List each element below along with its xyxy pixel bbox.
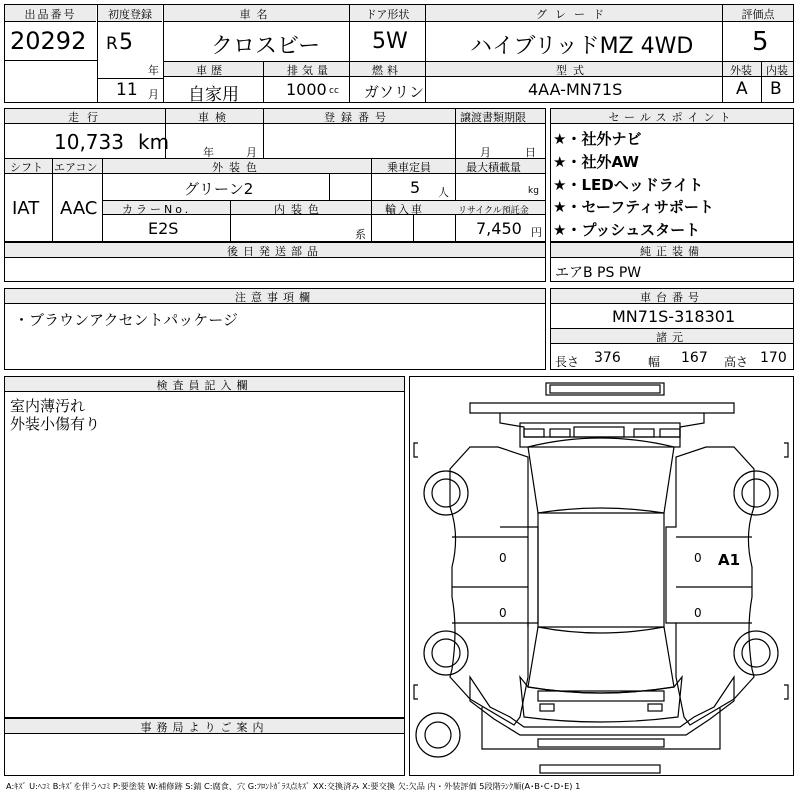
windshield <box>528 627 674 693</box>
sales-label-cell <box>551 109 793 124</box>
interior-suffix: 系 <box>355 228 366 241</box>
color-no-label: カラーNo. <box>122 203 192 216</box>
lot-number: 20292 <box>10 27 87 55</box>
front-edge <box>540 765 660 773</box>
car-diagram-box <box>409 376 794 776</box>
displacement-label: 排気量 <box>287 64 332 77</box>
sales-item: ★・社外AW <box>553 153 639 171</box>
hood <box>520 677 682 722</box>
mileage-unit: km <box>138 130 170 154</box>
right-side <box>666 447 754 725</box>
model: 4AA-MN71S <box>528 80 623 99</box>
insp-year-unit: 年 <box>203 146 214 159</box>
equipment-label-cell <box>551 243 793 258</box>
exterior-color: グリーン2 <box>184 180 254 198</box>
later-parts-label: 後日発送部品 <box>227 245 323 258</box>
recycle-amount: 7,450 <box>476 219 522 238</box>
front-bumper <box>470 677 734 735</box>
fuel: ガソリン <box>364 83 425 101</box>
recycle-unit: 円 <box>531 226 542 239</box>
int-grade-label: 内装 <box>766 64 788 77</box>
dims-label: 諸元 <box>656 331 688 344</box>
score: 5 <box>752 27 769 57</box>
import-label: 輸入車 <box>385 203 424 216</box>
zero-mark-left-2: 0 <box>499 606 507 620</box>
score-label-cell <box>723 5 793 22</box>
zero-mark-right-1: 0 <box>694 551 702 565</box>
color-no: E2S <box>148 219 179 238</box>
wheel-rear-left <box>424 471 468 515</box>
wheel-front-right <box>734 631 778 675</box>
era: R <box>106 34 118 54</box>
width-label: 幅 <box>648 355 661 369</box>
equipment-label: 純正装備 <box>640 245 704 258</box>
insp-month-unit: 月 <box>246 146 257 159</box>
height-label: 高さ <box>724 355 749 369</box>
lot-label-cell <box>5 5 96 22</box>
capacity: 5 <box>410 178 421 197</box>
mileage-label: 走行 <box>68 111 106 124</box>
height: 170 <box>760 350 787 366</box>
first-reg-label-cell <box>98 5 162 22</box>
month-unit: 月 <box>148 88 159 101</box>
max-load-label: 最大積載量 <box>466 161 521 174</box>
equipment-value: エアB PS PW <box>555 265 642 281</box>
transfer-day-unit: 日 <box>525 146 536 159</box>
first-reg-label: 初度登録 <box>108 8 152 21</box>
inspector-line1: 室内薄汚れ <box>10 397 86 415</box>
displacement-unit: cc <box>329 86 339 96</box>
max-load-unit: kg <box>528 186 539 196</box>
ext-grade: A <box>736 79 748 99</box>
sales-label: セールスポイント <box>608 111 736 124</box>
spare-tire <box>416 713 460 757</box>
legend: A:ｷｽﾞ U:ﾍｺﾐ B:ｷｽﾞを伴うﾍｺﾐ P:要塗装 W:補修跡 S:錆 C:腐食、穴 G:ﾌﾛﾝﾄｶﾞﾗｽ点ｷｽﾞ XX:交換済み X:要交換 欠:欠品 内・外装評価 5段階ﾗﾝｸ順(A･B･C･D･E) 1 <box>6 781 581 791</box>
roof <box>538 513 664 627</box>
model-label: 型式 <box>556 64 590 77</box>
sales-item: ★・セーフティサポート <box>553 198 714 216</box>
shift-label: シフト <box>10 161 43 174</box>
inspector-label: 検査員記入欄 <box>156 379 253 392</box>
recycle-label: リサイクル預託金 <box>458 206 529 216</box>
spec-block <box>4 108 546 242</box>
chassis-label-cell <box>551 289 793 304</box>
damage-mark-a1: A1 <box>718 551 741 569</box>
displacement: 1000 <box>286 80 327 99</box>
int-grade: B <box>770 79 782 99</box>
office-label: 事務局よりご案内 <box>140 721 269 734</box>
later-parts-label-cell <box>5 243 545 258</box>
exterior-color-label: 外装色 <box>212 161 263 174</box>
lot-label: 出品番号 <box>24 8 77 21</box>
shift: IAT <box>12 198 40 219</box>
car-name-label: 車名 <box>239 8 274 21</box>
wheel-rear-right <box>734 471 778 515</box>
ext-grade-label: 外装 <box>730 64 752 77</box>
car-name: クロスビー <box>211 34 321 59</box>
door-type: 5W <box>372 29 408 54</box>
notes-label: 注意事項欄 <box>235 291 315 304</box>
reg-year: 5 <box>119 30 133 55</box>
reg-month: 11 <box>116 80 138 100</box>
rear-glass <box>528 438 674 513</box>
car-name-label-cell <box>164 5 349 22</box>
grade: ハイブリッドMZ 4WD <box>470 34 694 59</box>
interior-color-label: 内装色 <box>274 203 325 216</box>
mileage: 10,733 <box>54 130 124 154</box>
fuel-label: 燃料 <box>372 64 402 77</box>
transfer-month-unit: 月 <box>480 146 491 159</box>
zero-mark-left-1: 0 <box>499 551 507 565</box>
inspector-line2: 外装小傷有り <box>10 415 101 433</box>
chassis-label: 車台番号 <box>640 291 704 304</box>
aircon-label: エアコン <box>54 161 98 174</box>
year-unit: 年 <box>148 64 159 77</box>
aircon: AAC <box>60 198 98 219</box>
upper-body <box>470 403 734 437</box>
capacity-unit: 人 <box>438 186 449 199</box>
width: 167 <box>681 350 708 366</box>
inspector-label-cell <box>5 377 404 392</box>
capacity-label: 乗車定員 <box>387 161 431 174</box>
sales-item: ★・LEDヘッドライト <box>553 176 704 194</box>
history-label: 車歴 <box>196 64 226 77</box>
length-label: 長さ <box>555 355 580 369</box>
door-label-cell <box>350 5 425 22</box>
score-label: 評価点 <box>741 8 775 21</box>
sales-item: ★・社外ナビ <box>553 130 642 148</box>
inspection-label: 車検 <box>198 111 232 124</box>
row-labels-2 <box>164 62 722 77</box>
transfer-label: 譲渡書類期限 <box>460 111 526 124</box>
grade-label-cell <box>426 5 722 22</box>
dims-label-cell <box>551 329 793 344</box>
notes-value: ・ブラウンアクセントパッケージ <box>14 311 238 329</box>
zero-mark-right-2: 0 <box>694 606 702 620</box>
car-diagram <box>410 377 793 775</box>
sales-item: ★・プッシュスタート <box>553 221 701 239</box>
notes-label-cell <box>5 289 545 304</box>
history: 自家用 <box>188 85 239 105</box>
wheel-front-left <box>424 631 468 675</box>
length: 376 <box>594 350 621 366</box>
reg-no-label: 登録番号 <box>324 111 392 124</box>
chassis-number: MN71S-318301 <box>612 307 736 326</box>
door-label: ドア形状 <box>365 8 410 21</box>
office-label-cell <box>5 719 404 734</box>
grade-label: グレード <box>536 8 612 21</box>
